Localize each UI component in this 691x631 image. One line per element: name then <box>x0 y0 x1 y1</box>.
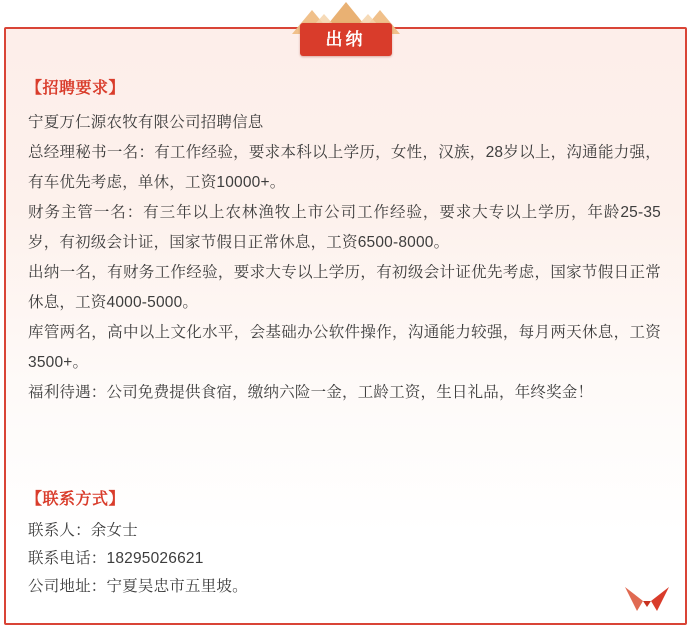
recruit-paragraph: 出纳一名，有财务工作经验，要求大专以上学历，有初级会计证优先考虑，国家节假日正常休息，工资4000-5000。 <box>28 264 661 311</box>
badge-header <box>276 0 416 62</box>
contact-address: 公司地址：宁夏吴忠市五里坡。 <box>28 578 248 595</box>
badge-title: 出纳 <box>300 23 392 56</box>
ribbon-decoration-icon <box>623 583 671 613</box>
poster-frame <box>4 27 687 625</box>
contact-heading: 【联系方式】 <box>26 491 126 508</box>
recruit-paragraph: 福利待遇：公司免费提供食宿，缴纳六险一金，工龄工资，生日礼品，年终奖金！ <box>28 384 594 401</box>
recruit-paragraph: 宁夏万仁源农牧有限公司招聘信息 <box>28 114 264 131</box>
recruit-paragraph: 财务主管一名：有三年以上农林渔牧上市公司工作经验，要求大专以上学历，年龄25-35岁，有初级会计证，国家节假日正常休息，工资6500-8000。 <box>28 204 661 251</box>
contact-person: 联系人：余女士 <box>28 522 138 539</box>
recruit-paragraph: 总经理秘书一名：有工作经验，要求本科以上学历，女性，汉族，28岁以上，沟通能力强，有车优先考虑，单休，工资10000+。 <box>28 144 661 191</box>
contact-body <box>26 517 661 601</box>
recruit-body <box>26 108 661 408</box>
poster-content <box>6 29 685 623</box>
recruit-requirements-heading: 【招聘要求】 <box>26 80 126 97</box>
contact-phone: 联系电话：18295026621 <box>28 550 204 567</box>
recruit-paragraph: 库管两名，高中以上文化水平，会基础办公软件操作，沟通能力较强，每月两天休息，工资3500+。 <box>28 324 661 371</box>
